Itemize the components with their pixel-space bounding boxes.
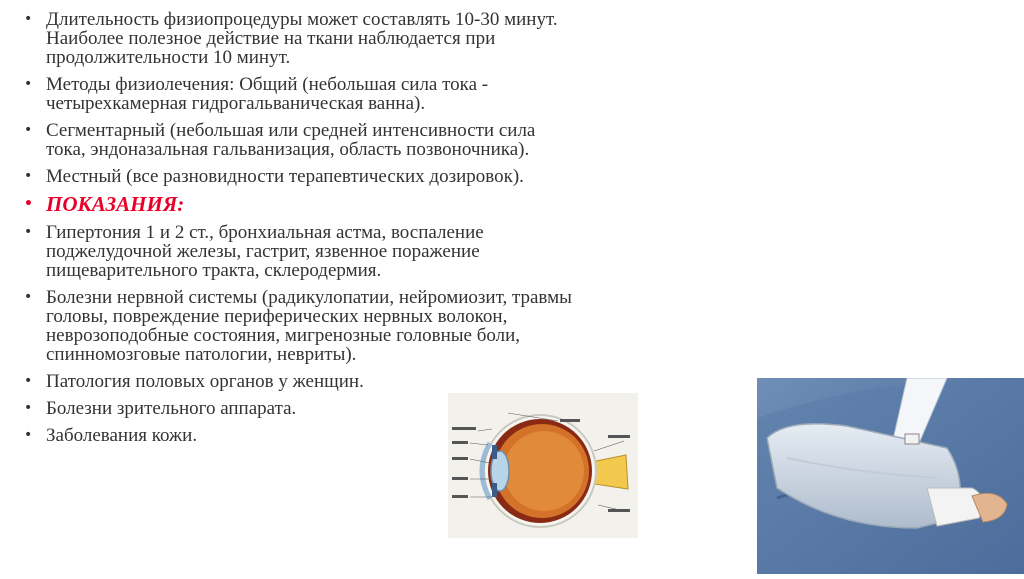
bullet-item [20, 223, 740, 280]
bullet-item [20, 75, 740, 113]
bullet-dot: • [24, 427, 33, 443]
bullet-dot: • [24, 400, 33, 416]
heading-text: ПОКАЗАНИЯ: [46, 192, 185, 216]
eye-anatomy-diagram [448, 393, 638, 538]
bullet-text: Патология половых органов у женщин. [46, 371, 364, 392]
sling-photo-svg [757, 378, 1024, 574]
bullet-text: Местный (все разновидности терапевтических дозировок). [46, 166, 524, 187]
bullet-text: Болезни нервной системы (радикулопатии, нейромиозит, травмы головы, повреждение периферических нервных волокон, неврозоподобные состояния, мигренозные головные боли, спинномозговые патологии, невриты). [46, 287, 572, 365]
bullet-dot: • [24, 11, 33, 27]
bullet-item [20, 288, 740, 364]
bullet-dot: • [24, 196, 33, 212]
bullet-item [20, 121, 740, 159]
bullet-list [20, 10, 740, 453]
bullet-dot: • [24, 76, 33, 92]
bullet-dot: • [24, 224, 33, 240]
bullet-text: Методы физиолечения: Общий (небольшая сила тока - четырехкамерная гидрогальваническая ванна). [46, 74, 489, 114]
bullet-item [20, 10, 740, 67]
bullet-item [20, 372, 740, 391]
arm-sling-photo [757, 378, 1024, 574]
bullet-text: Длительность физиопроцедуры может составлять 10-30 минут. Наиболее полезное действие на ткани наблюдается при продолжительности 10 минут. [46, 9, 558, 68]
bullet-dot: • [24, 373, 33, 389]
indications-heading [20, 194, 740, 215]
eye-diagram-svg [448, 393, 638, 538]
bullet-dot: • [24, 122, 33, 138]
bullet-item [20, 167, 740, 186]
bullet-text: Сегментарный (небольшая или средней интенсивности сила тока, эндоназальная гальванизация, область позвоночника). [46, 120, 536, 160]
bullet-text: Гипертония 1 и 2 ст., бронхиальная астма, воспаление поджелудочной железы, гастрит, язвенное поражение пищеварительного тракта, склеродермия. [46, 222, 484, 281]
bullet-dot: • [24, 289, 33, 305]
bullet-dot: • [24, 168, 33, 184]
bullet-text: Болезни зрительного аппарата. [46, 398, 297, 419]
bullet-text: Заболевания кожи. [46, 425, 198, 446]
